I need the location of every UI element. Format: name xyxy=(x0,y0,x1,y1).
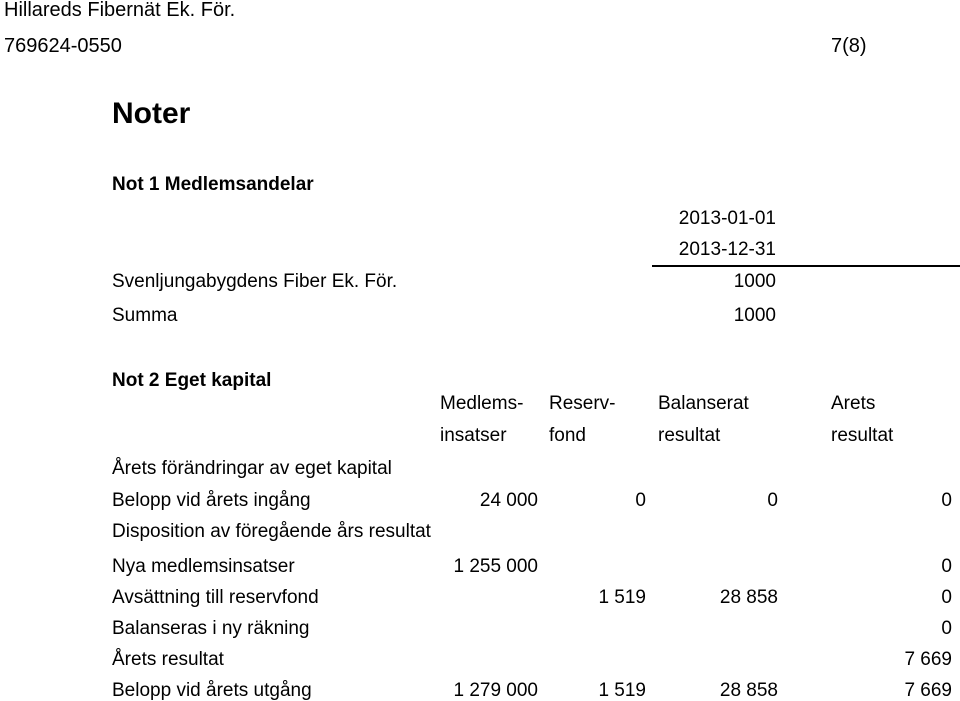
table-cell: 1 519 xyxy=(598,587,646,608)
column-header-reservfond-line2: fond xyxy=(549,425,586,446)
table-cell: 0 xyxy=(941,490,952,511)
table-row-label: Belopp vid årets utgång xyxy=(112,680,312,701)
column-header-arets-resultat: Arets xyxy=(831,393,876,414)
table-cell: 0 xyxy=(635,490,646,511)
column-header-balanserat: Balanserat xyxy=(658,393,749,414)
section-label: Årets förändringar av eget kapital xyxy=(112,458,392,479)
column-header-medlemsinsatser-line2: insatser xyxy=(440,425,507,446)
column-header-medlemsinsatser: Medlems- xyxy=(440,393,524,414)
column-rule xyxy=(652,265,960,267)
organization-name: Hillareds Fibernät Ek. För. xyxy=(4,0,236,21)
table-cell: 0 xyxy=(941,618,952,639)
column-header-arets-resultat-line2: resultat xyxy=(831,425,894,446)
table-row-label: Balanseras i ny räkning xyxy=(112,618,310,639)
period-end: 2013-12-31 xyxy=(678,239,776,260)
page-title: Noter xyxy=(112,97,191,130)
table-row-label: Belopp vid årets ingång xyxy=(112,490,311,511)
table-cell: 28 858 xyxy=(719,587,778,608)
column-header-reservfond: Reserv- xyxy=(549,393,616,414)
table-cell: 0 xyxy=(941,556,952,577)
table-row-label: Årets resultat xyxy=(112,649,224,670)
note1-heading: Not 1 Medlemsandelar xyxy=(112,174,314,195)
note1-row-label: Svenljungabygdens Fiber Ek. För. xyxy=(112,271,398,292)
note1-total-label: Summa xyxy=(112,305,178,326)
table-row-label: Disposition av föregående års resultat xyxy=(112,521,431,542)
table-cell: 0 xyxy=(767,490,778,511)
period-start: 2013-01-01 xyxy=(678,208,776,229)
column-header-balanserat-line2: resultat xyxy=(658,425,721,446)
table-cell: 28 858 xyxy=(719,680,778,701)
note1-total-value: 1000 xyxy=(733,305,776,326)
table-cell: 0 xyxy=(941,587,952,608)
note2-heading: Not 2 Eget kapital xyxy=(112,370,272,391)
note1-row-value: 1000 xyxy=(733,271,776,292)
table-row-label: Avsättning till reservfond xyxy=(112,587,319,608)
table-cell: 7 669 xyxy=(904,680,952,701)
table-cell: 24 000 xyxy=(479,490,538,511)
page-number: 7(8) xyxy=(831,35,867,57)
table-row-label: Nya medlemsinsatser xyxy=(112,556,295,577)
table-cell: 1 519 xyxy=(598,680,646,701)
table-cell: 1 279 000 xyxy=(453,680,538,701)
organization-number: 769624-0550 xyxy=(4,35,122,57)
table-cell: 1 255 000 xyxy=(453,556,538,577)
table-cell: 7 669 xyxy=(904,649,952,670)
